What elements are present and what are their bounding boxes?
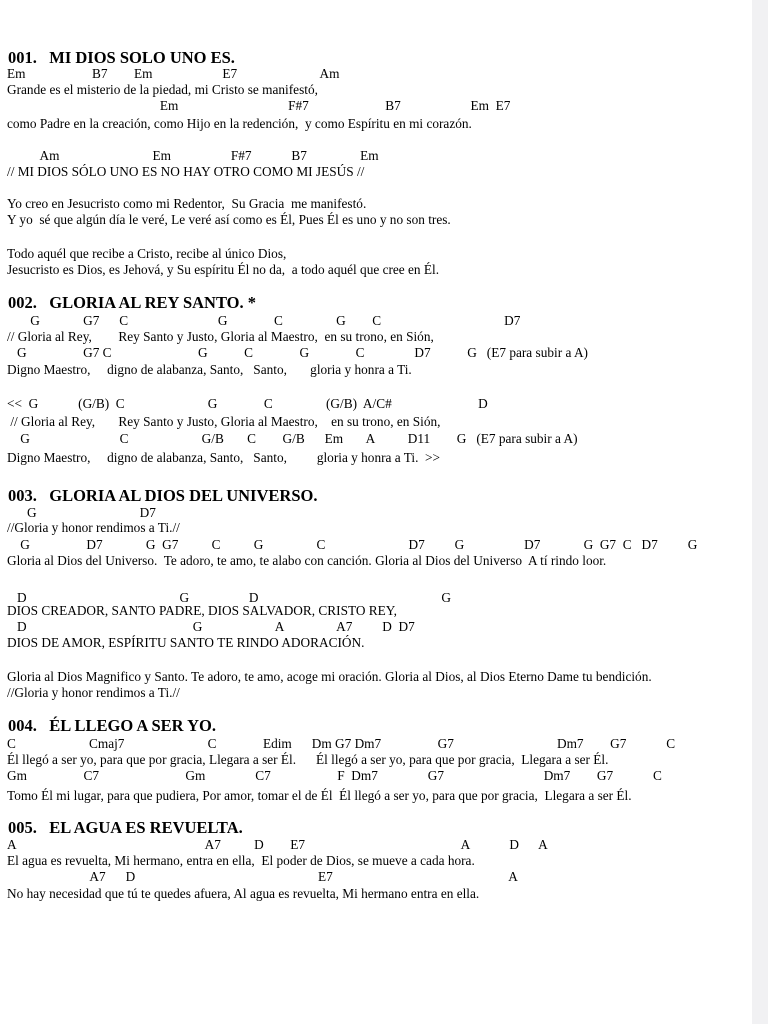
song-title: 004. ÉL LLEGO A SER YO. xyxy=(8,716,216,735)
lyric-line: //Gloria y honor rendimos a Ti.// xyxy=(7,685,180,700)
lyric-line: Tomo Él mi lugar, para que pudiera, Por amor, tomar el de Él Él llegó a ser yo, para que por gracia, Llegara a ser Él. xyxy=(7,788,632,803)
chord-line: D G A A7 D D7 xyxy=(7,619,415,634)
lyric-line: // Gloria al Rey, Rey Santo y Justo, Gloria al Maestro, en su trono, en Sión, xyxy=(7,329,434,344)
chord-line: D G D G xyxy=(7,590,451,605)
lyric-line: como Padre en la creación, como Hijo en la redención, y como Espíritu en mi corazón. xyxy=(7,116,472,131)
lyric-line: Digno Maestro, digno de alabanza, Santo, Santo, gloria y honra a Ti. >> xyxy=(7,450,441,465)
lyric-line: Y yo sé que algún día le veré, Le veré así como es Él, Pues Él es uno y no son tres. xyxy=(7,212,451,227)
lyric-line: Todo aquél que recibe a Cristo, recibe al único Dios, xyxy=(7,246,287,261)
chord-line: G D7 xyxy=(7,505,156,520)
chord-line: A A7 D E7 A D A xyxy=(7,837,548,852)
lyric-line: //Gloria y honor rendimos a Ti.// xyxy=(7,520,180,535)
song-title: 001. MI DIOS SOLO UNO ES. xyxy=(8,48,235,67)
chord-line: Gm C7 Gm C7 F Dm7 G7 Dm7 G7 C xyxy=(7,768,662,783)
scrollbar-track[interactable] xyxy=(752,0,768,1024)
chord-line: C Cmaj7 C Edim Dm G7 Dm7 G7 Dm7 G7 C xyxy=(7,736,676,751)
chord-line: Em B7 Em E7 Am xyxy=(7,66,340,81)
lyric-line: No hay necesidad que tú te quedes afuera, Al agua es revuelta, Mi hermano entra en ella. xyxy=(7,886,480,901)
lyric-line: Él llegó a ser yo, para que por gracia, Llegara a ser Él. Él llegó a ser yo, para que por gracia, Llegara a ser Él. xyxy=(7,752,609,767)
chord-line: G D7 G G7 C G C D7 G D7 G G7 C D7 G xyxy=(7,537,698,552)
chord-line: G G7 C G C G C D7 xyxy=(7,313,521,328)
lyric-line: Gloria al Dios del Universo. Te adoro, te amo, te alabo con canción. Gloria al Dios del Universo A tí rindo loor. xyxy=(7,553,607,568)
chord-line: Em F#7 B7 Em E7 xyxy=(7,98,511,113)
chord-line: G C G/B C G/B Em A D11 G (E7 para subir a A) xyxy=(7,431,578,446)
chord-line: Am Em F#7 B7 Em xyxy=(7,148,379,163)
lyric-line: // Gloria al Rey, Rey Santo y Justo, Gloria al Maestro, en su trono, en Sión, xyxy=(7,414,441,429)
lyric-line: Grande es el misterio de la piedad, mi Cristo se manifestó, xyxy=(7,82,318,97)
song-title: 005. EL AGUA ES REVUELTA. xyxy=(8,818,243,837)
chord-line: G G7 C G C G C D7 G (E7 para subir a A) xyxy=(7,345,588,360)
song-title: 003. GLORIA AL DIOS DEL UNIVERSO. xyxy=(8,486,318,505)
song-title: 002. GLORIA AL REY SANTO. * xyxy=(8,293,257,312)
lyric-line: Digno Maestro, digno de alabanza, Santo, Santo, gloria y honra a Ti. xyxy=(7,362,412,377)
chord-line: << G (G/B) C G C (G/B) A/C# D xyxy=(7,396,488,411)
lyric-line: Jesucristo es Dios, es Jehová, y Su espíritu Él no da, a todo aquél que cree en Él. xyxy=(7,262,440,277)
chord-line: A7 D E7 A xyxy=(7,869,518,884)
lyric-line: DIOS CREADOR, SANTO PADRE, DIOS SALVADOR, CRISTO REY, xyxy=(7,603,398,618)
lyric-line: Yo creo en Jesucristo como mi Redentor, Su Gracia me manifestó. xyxy=(7,196,367,211)
lyric-line: Gloria al Dios Magnifico y Santo. Te adoro, te amo, acoge mi oración. Gloria al Dios, al Dios Eterno Dame tu bendición. xyxy=(7,669,652,684)
lyric-line: DIOS DE AMOR, ESPÍRITU SANTO TE RINDO ADORACIÓN. xyxy=(7,635,365,650)
lyric-line: El agua es revuelta, Mi hermano, entra en ella, El poder de Dios, se mueve a cada hora. xyxy=(7,853,475,868)
lyric-line: // MI DIOS SÓLO UNO ES NO HAY OTRO COMO MI JESÚS // xyxy=(7,164,365,179)
